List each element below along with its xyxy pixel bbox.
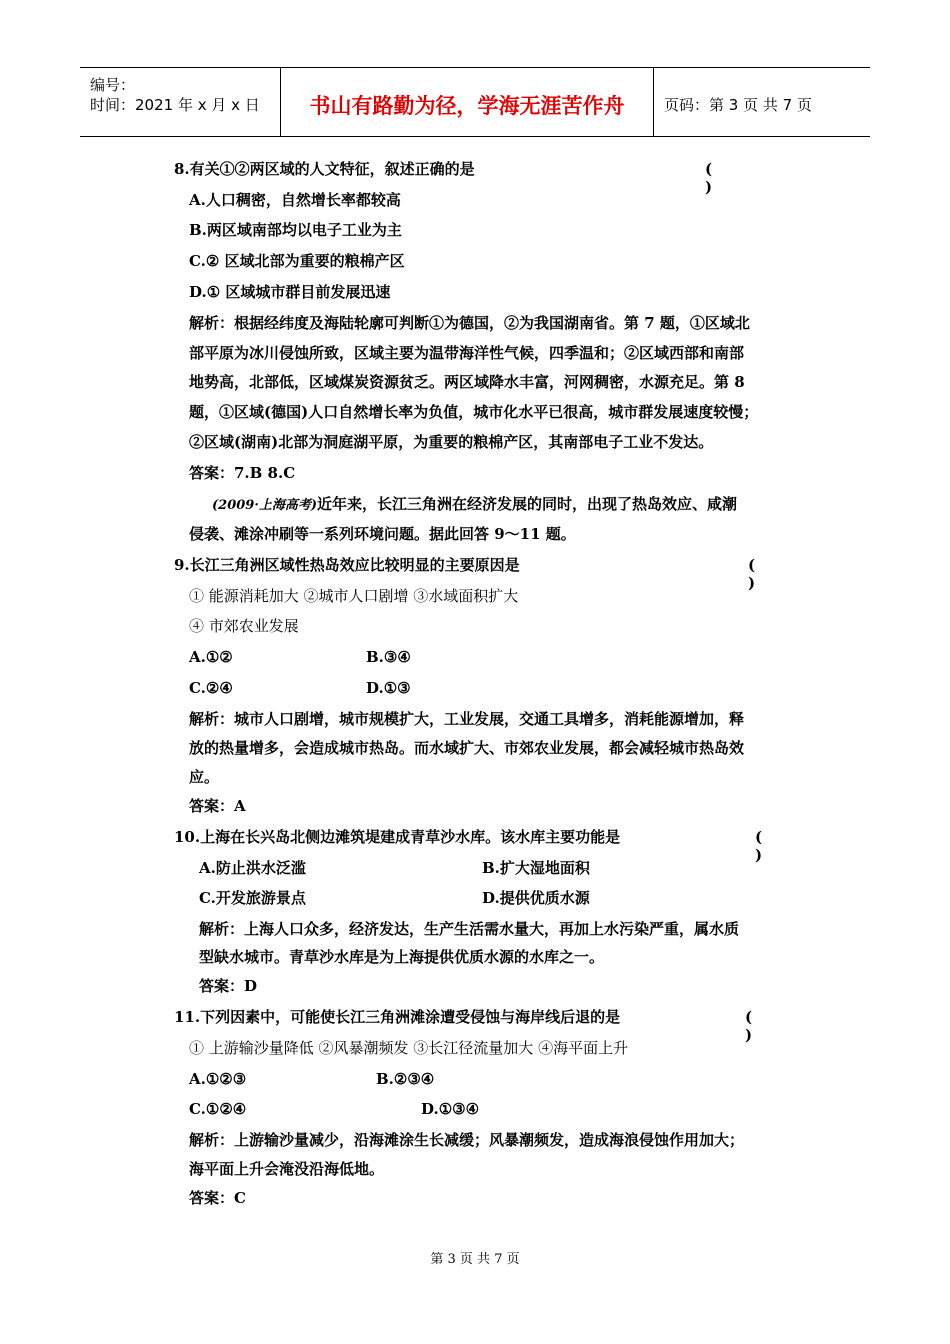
q9-option-a: A.①②	[189, 648, 233, 666]
time-label: 时间：2021 年 x 月 x 日	[90, 96, 260, 114]
q8-answer: 答案：7.B 8.C	[189, 464, 296, 482]
q10-option-a: A.防止洪水泛滥	[199, 859, 306, 877]
motto-text: 书山有路勤为径，学海无涯苦作舟	[309, 94, 625, 118]
q8-explanation-line: 部平原为冰川侵蚀所致，区域主要为温带海洋性气候，四季温和；②区域西部和南部	[189, 344, 745, 362]
q9-answer: 答案：A	[189, 797, 246, 815]
intro-line-1	[212, 495, 737, 515]
intro-text: 近年来，长江三角洲在经济发展的同时，出现了热岛效应、咸潮	[317, 495, 738, 513]
q11-answer: 答案：C	[189, 1189, 246, 1207]
page-footer: 第 3 页 共 7 页	[430, 1252, 520, 1267]
q10-option-b: B.扩大湿地面积	[482, 859, 590, 877]
q9-items-line-1: ① 能源消耗加大 ②城市人口剧增 ③水域面积扩大	[189, 587, 519, 605]
q9-explanation-line: 解析：城市人口剧增，城市规模扩大，工业发展，交通工具增多，消耗能源增加，释	[189, 710, 745, 728]
q9-option-c: C.②④	[189, 679, 233, 697]
q8-explanation-line: 解析：根据经纬度及海陆轮廓可判断①为德国，②为我国湖南省。第 7 题，①区域北	[189, 314, 750, 332]
q9-explanation-line: 放的热量增多，会造成城市热岛。而水域扩大、市郊农业发展，都会减轻城市热岛效	[189, 739, 745, 757]
q9-explanation-line: 应。	[189, 768, 220, 786]
page-header	[80, 67, 870, 137]
q9-answer-bracket: ( )	[748, 556, 756, 592]
q9-option-b: B.③④	[366, 648, 411, 666]
q8-stem: 8.有关①②两区域的人文特征，叙述正确的是	[174, 160, 475, 178]
header-right-cell	[654, 68, 870, 136]
q10-stem: 10.上海在长兴岛北侧边滩筑堤建成青草沙水库。该水库主要功能是	[174, 828, 621, 846]
q11-explanation-line: 解析：上游输沙量减少，沿海滩涂生长减缓；风暴潮频发，造成海浪侵蚀作用加大；	[189, 1131, 745, 1149]
q10-answer: 答案：D	[199, 977, 258, 995]
q8-option-b: B.两区域南部均以电子工业为主	[189, 221, 402, 239]
header-left-cell	[80, 68, 281, 136]
q10-option-d: D.提供优质水源	[482, 889, 590, 907]
q10-explanation-line: 解析：上海人口众多，经济发达，生产生活需水量大，再加上水污染严重，属水质	[199, 920, 740, 938]
q10-answer-bracket: ( )	[755, 828, 763, 864]
q11-option-c: C.①②④	[189, 1100, 247, 1118]
q11-option-a: A.①②③	[189, 1070, 247, 1088]
header-motto-cell	[281, 68, 654, 136]
q11-items: ① 上游输沙量降低 ②风暴潮频发 ③长江径流量加大 ④海平面上升	[189, 1039, 629, 1057]
q10-option-c: C.开发旅游景点	[199, 889, 306, 907]
q8-option-d: D.① 区域城市群目前发展迅速	[189, 283, 391, 301]
q8-option-c: C.② 区域北部为重要的粮棉产区	[189, 252, 405, 270]
q9-items-line-2: ④ 市郊农业发展	[189, 617, 299, 635]
q8-explanation-line: 地势高，北部低，区域煤炭资源贫乏。两区域降水丰富，河网稠密，水源充足。第 8	[189, 373, 745, 391]
intro-source: (2009·上海高考)	[212, 498, 318, 513]
intro-line-2: 侵袭、滩涂冲刷等一系列环境问题。据此回答 9～11 题。	[189, 525, 576, 543]
q11-stem: 11.下列因素中，可能使长江三角洲滩涂遭受侵蚀与海岸线后退的是	[174, 1008, 621, 1026]
q9-stem: 9.长江三角洲区域性热岛效应比较明显的主要原因是	[174, 556, 520, 574]
q11-option-d: D.①③④	[421, 1100, 480, 1118]
number-label: 编号：	[90, 76, 136, 94]
q8-explanation-line: 题，①区域(德国)人口自然增长率为负值，城市化水平已很高，城市群发展速度较慢；	[189, 403, 759, 421]
q11-option-b: B.②③④	[376, 1070, 435, 1088]
q8-option-a: A.人口稠密，自然增长率都较高	[189, 191, 401, 209]
q10-explanation-line: 型缺水城市。青草沙水库是为上海提供优质水源的水库之一。	[199, 948, 605, 966]
q8-explanation-line: ②区域(湖南)北部为洞庭湖平原，为重要的粮棉产区，其南部电子工业不发达。	[189, 433, 714, 451]
q11-explanation-line: 海平面上升会淹没沿海低地。	[189, 1160, 385, 1178]
q9-option-d: D.①③	[366, 679, 411, 697]
page-info: 页码：第 3 页 共 7 页	[664, 96, 812, 114]
q8-answer-bracket: ( )	[705, 160, 713, 196]
q11-answer-bracket: ( )	[745, 1008, 753, 1044]
